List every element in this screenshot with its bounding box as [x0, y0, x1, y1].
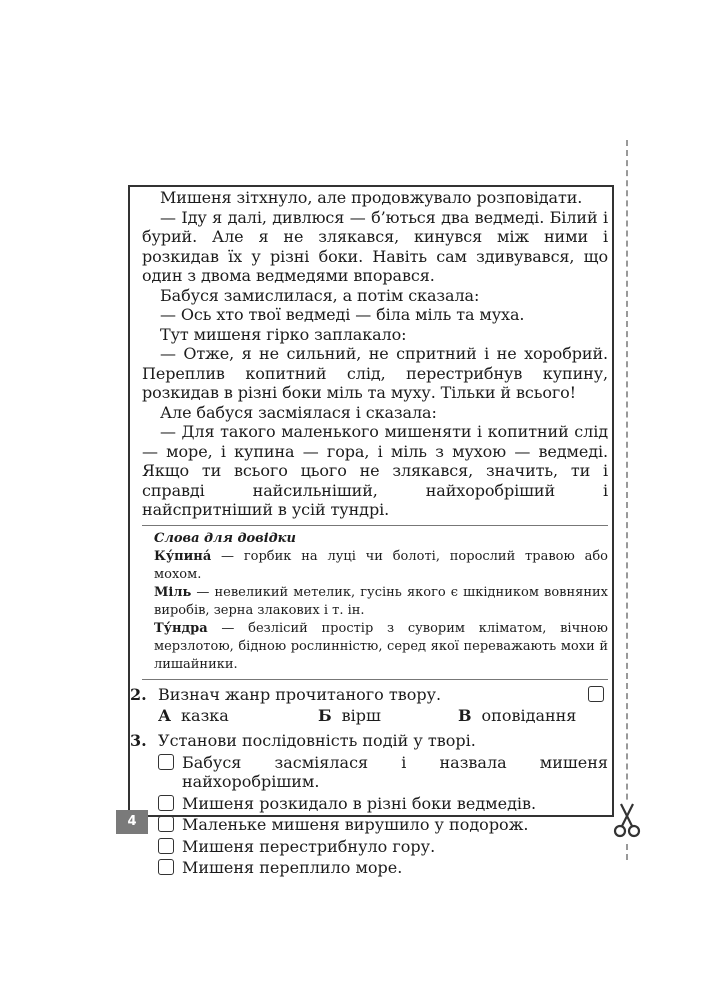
glossary-definition: — безлісий простір з суворим кліматом, вічною мерзлотою, бідною рослинністю, серед якої переважають мохи й лишайники. [154, 620, 608, 672]
story-paragraph: Тут мишеня гірко заплакало: [160, 324, 407, 344]
story-text [142, 188, 608, 520]
glossary-entry [154, 620, 608, 674]
question-text: Установи послідовність подій у творі. [158, 730, 476, 750]
event-item [158, 858, 608, 878]
glossary-title: Слова для довідки [154, 530, 296, 546]
order-checkbox[interactable] [158, 838, 174, 854]
answer-options [142, 705, 608, 726]
question-3 [130, 730, 608, 751]
question-number: 2. [130, 684, 147, 704]
event-text: Мишеня перестрибнуло гору. [182, 836, 436, 856]
event-item [158, 794, 608, 814]
option-text: казка [181, 705, 229, 725]
page-number: 4 [116, 810, 148, 834]
glossary [142, 530, 608, 674]
glossary-entry [154, 584, 608, 620]
order-checkbox[interactable] [158, 816, 174, 832]
story-paragraph: — Для такого маленького мишеняти і копитний слід — море, і купина — гора, і міль з мухою — ведмеді. Якщо ти всього цього не злякався, значить, ти і справді найсильніший, найхоробріший і найспритніший в усій тундрі. [142, 422, 608, 519]
event-text: Мишеня переплило море. [182, 858, 403, 877]
option-text: оповідання [481, 705, 577, 725]
option-c[interactable] [458, 705, 576, 726]
story-paragraph: — Іду я далі, дивлюся — б’ються два ведмеді. Білий і бурий. Але я не злякався, кинувся між ними і розкидав їх у різні боки. Навіть сам здивувався, що один з двома ведмедями впорався. [142, 207, 608, 285]
story-paragraph: — Ось хто твої ведмеді — біла міль та муха. [160, 305, 525, 324]
option-b[interactable] [318, 705, 458, 726]
glossary-definition: — невеликий метелик, гусінь якого є шкідником вовняних виробів, зерна злакових і т. ін. [154, 584, 608, 618]
answer-checkbox[interactable] [588, 686, 604, 702]
divider [142, 525, 608, 526]
glossary-entry [154, 548, 608, 584]
event-text: Мишеня розкидало в різні боки ведмедів. [182, 793, 537, 813]
order-checkbox[interactable] [158, 754, 174, 770]
option-letter: Б [318, 705, 332, 725]
event-item [158, 837, 608, 857]
story-paragraph: Бабуся замислилася, а потім сказала: [160, 285, 480, 305]
event-item [158, 753, 608, 792]
order-checkbox[interactable] [158, 795, 174, 811]
option-letter: В [458, 705, 472, 725]
story-paragraph: Мишеня зітхнуло, але продовжувало розповідати. [160, 188, 583, 207]
event-item [158, 815, 608, 835]
event-text: Маленьке мишеня вирушило у подорож. [182, 815, 529, 834]
order-checkbox[interactable] [158, 859, 174, 875]
glossary-term: Міль [154, 584, 192, 600]
option-a[interactable] [158, 705, 318, 726]
option-letter: А [158, 705, 172, 725]
worksheet-content [130, 188, 608, 880]
cut-line [626, 140, 628, 860]
option-text: вірш [341, 705, 381, 725]
story-paragraph: — Отже, я не сильний, не спритний і не хоробрий. Переплив копитний слід, перестрибнув купину, розкидав в різні боки міль та муху. Тільки й всього! [142, 344, 608, 402]
question-number: 3. [130, 730, 147, 750]
story-paragraph: Але бабуся засміялася і сказала: [160, 402, 437, 422]
event-list [142, 753, 608, 878]
scissors-icon [612, 802, 642, 840]
glossary-term: Ту́ндра [154, 620, 208, 636]
glossary-term: Ку́пина́ [154, 548, 212, 564]
glossary-definition: — горбик на луці чи болоті, порослий травою або мохом. [154, 548, 608, 582]
question-text: Визнач жанр прочитаного твору. [158, 684, 442, 704]
question-2 [130, 684, 608, 705]
divider [142, 679, 608, 680]
event-text: Бабуся засміялася і назвала мишеня найхоробрішим. [182, 752, 608, 791]
